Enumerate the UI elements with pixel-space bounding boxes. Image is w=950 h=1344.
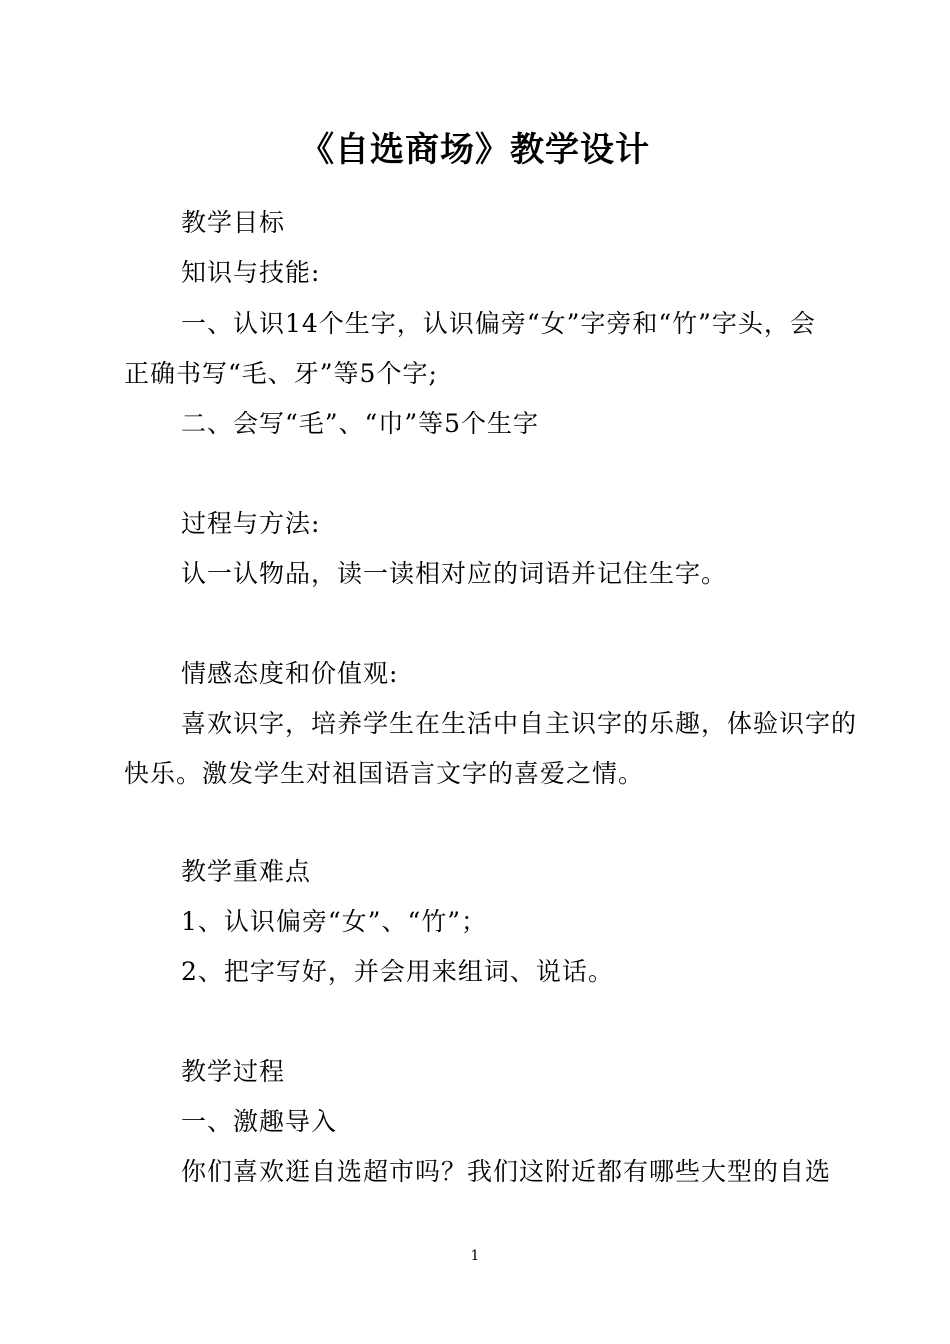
emotion-line-1: 喜欢识字，培养学生在生活中自主识字的乐趣，体验识字的	[181, 709, 858, 738]
intro-heading: 一、激趣导入	[181, 1107, 338, 1136]
knowledge-heading: 知识与技能:	[181, 258, 321, 287]
difficulty-heading: 教学重难点	[181, 857, 312, 886]
emotion-heading: 情感态度和价值观:	[181, 659, 399, 688]
knowledge-item-2: 二、会写“毛”、“巾”等5个生字	[181, 409, 540, 438]
teaching-process-heading: 教学过程	[181, 1057, 286, 1086]
difficulty-item-2: 2、把字写好，并会用来组词、说话。	[181, 957, 614, 986]
knowledge-item-1-line-2: 正确书写“毛、牙”等5个字;	[124, 359, 438, 388]
intro-text: 你们喜欢逛自选超市吗？我们这附近都有哪些大型的自选	[181, 1157, 832, 1186]
process-heading: 过程与方法:	[181, 509, 321, 538]
page-number: 1	[470, 1248, 480, 1264]
difficulty-item-1: 1、认识偏旁“女”、“竹”；	[181, 907, 488, 936]
process-text: 认一认物品，读一读相对应的词语并记住生字。	[181, 559, 728, 588]
goals-heading: 教学目标	[181, 208, 286, 237]
document-title: 《自选商场》教学设计	[300, 130, 650, 170]
knowledge-item-1-line-1: 一、认识14个生字，认识偏旁“女”字旁和“竹”字头，会	[181, 309, 816, 338]
emotion-line-2: 快乐。激发学生对祖国语言文字的喜爱之情。	[124, 759, 645, 788]
